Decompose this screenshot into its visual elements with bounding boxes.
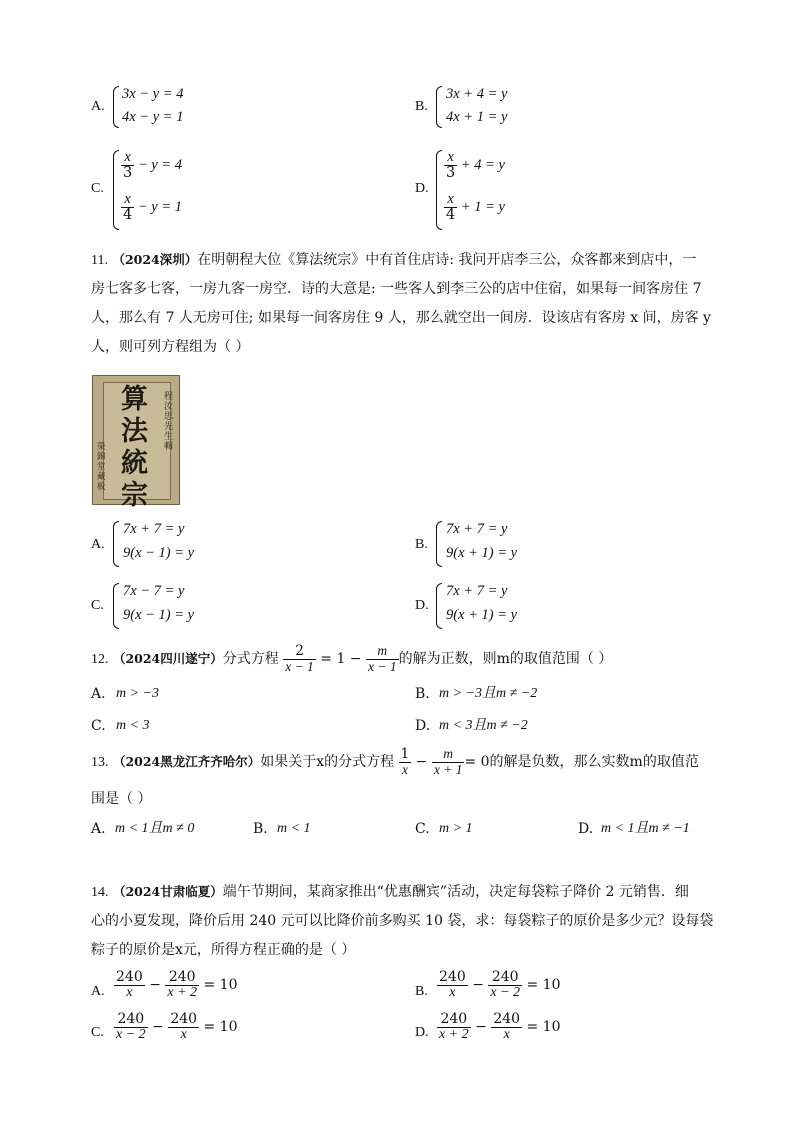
question-stem-line [91,745,699,780]
q13-option-b[interactable]: B. [253,821,268,837]
q13-option-c-text: m > 1 [439,821,473,836]
source-tag: （2024四川遂宁） [112,651,223,666]
stem-text: 的解为正数，则m的取值范围（ ） [398,651,613,667]
option-label: C. [91,181,104,196]
question-stem-line [91,878,689,907]
option-label: B. [415,99,428,114]
equation-line-2: $\frac{x}{4}$ + 1 = y [446,191,505,224]
question-number: 13. [91,755,109,770]
q12-option-d-text: m < 3且m ≠ −2 [439,718,528,733]
question-stem-line: 人，那么有 7 人无房可住; 如果每一间客房住 9 人，那么就空出一间房．设该店有客房 x 间，房客 y [91,310,711,326]
equation-line-1: 3x + 4 = y [446,86,508,102]
equation-line-2: 9(x + 1) = y [446,607,518,623]
fraction: $\frac{240}{x + 2}$ [439,1011,469,1042]
q13-option-c[interactable]: C. [415,821,430,837]
question-stem-line: 人，则可列方程组为（ ） [91,339,250,355]
system-brace [113,583,119,629]
q12-option-d[interactable]: D. [415,718,431,734]
system-brace [113,86,119,128]
equation-line-1: 7x − 7 = y [123,583,185,599]
equation: $\frac{240}{x + 2}$ − $\frac{240}{x}$ = 10 [439,1011,561,1042]
fraction: $\frac{240}{x}$ [116,969,143,1000]
book-title: 算法統宗 [121,384,148,511]
equation-line-2: 9(x − 1) = y [123,545,195,561]
stem-text: 在明朝程大位《算法统宗》中有首住店诗: 我问开店李三公，众客都来到店中，一 [197,252,697,268]
q12-option-c-text: m < 3 [116,718,150,733]
book-publisher: 榮錦堂藏板 [97,442,106,492]
fraction: $\frac{x}{3}$ [123,149,133,182]
book-cover-image [92,375,180,511]
system-brace [436,583,442,629]
q13-option-d[interactable]: D. [578,821,594,837]
fraction: $\frac{m}{x + 1}$ [433,746,463,777]
stem-text: 端午节期间，某商家推出“优惠酬宾”活动，决定每袋粽子降价 2 元销售．细 [222,884,689,900]
fraction: $\frac{2}{x - 1}$ [285,643,314,674]
q13-option-b-text: m < 1 [277,821,311,836]
equation-operator: = 1 − [320,651,362,667]
equation-line-2: 9(x − 1) = y [123,607,195,623]
source-tag: （2024黑龙江齐齐哈尔） [112,754,261,769]
fraction: $\frac{240}{x}$ [493,1011,521,1042]
system-brace [113,521,119,567]
equation-line-1: $\frac{x}{3}$ − y = 4 [123,149,182,182]
system-brace [113,150,119,230]
equation-line-2: 4x − y = 1 [122,109,184,125]
equation-line-2: $\frac{x}{4}$ − y = 1 [123,191,182,224]
equation-line-1: $\frac{x}{3}$ + 4 = y [446,149,505,182]
fraction: $\frac{240}{x}$ [170,1011,198,1042]
system-brace [436,521,442,567]
q12-option-a[interactable]: A. [91,686,106,702]
equation-line-2: 4x + 1 = y [446,109,508,125]
fraction: $\frac{x}{4}$ [123,191,133,224]
equation-line-2: 9(x + 1) = y [446,545,518,561]
source-tag: （2024深圳） [112,252,198,267]
q12-option-b-text: m > −3且m ≠ −2 [439,686,538,701]
option-label: B. [415,984,428,999]
stem-text: = 0的解是负数，那么实数m的取值范 [464,754,699,770]
q13-option-a-text: m < 1且m ≠ 0 [115,821,195,836]
fraction: $\frac{x}{4}$ [446,191,456,224]
q12-option-a-text: m > −3 [116,686,160,701]
question-number: 11. [91,253,108,268]
fraction: $\frac{1}{x}$ [400,746,410,777]
option-label: C. [91,598,104,613]
q12-option-c[interactable]: C. [91,718,106,734]
equation: $\frac{240}{x}$ − $\frac{240}{x + 2}$ = 10 [116,969,238,1000]
equation-operator: − [415,754,428,770]
option-label: C. [91,1025,104,1040]
question-stem-line [91,642,612,677]
fraction: $\frac{m}{x - 1}$ [368,643,397,674]
q13-option-a[interactable]: A. [91,821,106,837]
source-tag: （2024甘肃临夏） [112,884,223,899]
equation: $\frac{240}{x}$ − $\frac{240}{x - 2}$ = 10 [439,969,561,1000]
option-label: D. [415,598,429,613]
equation-line-1: 3x − y = 4 [122,86,184,102]
question-stem-line [91,246,696,275]
option-label: A. [91,99,105,114]
fraction: $\frac{240}{x - 2}$ [116,1011,146,1042]
question-number: 14. [91,885,109,900]
question-stem-line: 房七客多七客，一房九客一房空．诗的大意是: 一些客人到李三公的店中住宿，如果每一间客房住 7 [91,281,702,297]
q13-option-d-text: m < 1且m ≠ −1 [601,821,690,836]
equation: $\frac{240}{x - 2}$ − $\frac{240}{x}$ = 10 [116,1011,238,1042]
fraction: $\frac{240}{x + 2}$ [167,969,198,1000]
equation-line-1: 7x + 7 = y [446,583,508,599]
question-stem-line: 粽子的原价是x元，所得方程正确的是（ ） [91,942,356,958]
question-stem-line: 心的小夏发现，降价后用 240 元可以比降价前多购买 10 袋，求：每袋粽子的原价是多少元？设每袋 [91,913,714,929]
fraction: $\frac{x}{3}$ [446,149,456,182]
option-label: D. [415,1025,429,1040]
option-label: A. [91,984,105,999]
system-brace [436,86,442,128]
q12-option-b[interactable]: B. [415,686,430,702]
equation-line-1: 7x + 7 = y [446,521,508,537]
stem-text: 分式方程 [222,651,279,667]
option-label: D. [415,181,429,196]
system-brace [436,150,442,230]
fraction: $\frac{240}{x}$ [439,969,466,1000]
question-stem-line: 围是（ ） [91,791,152,807]
book-author: 程汝思先生輯 [164,392,174,452]
equation-line-1: 7x + 7 = y [123,521,185,537]
option-label: B. [415,537,428,552]
stem-text: 如果关于x的分式方程 [260,754,395,770]
question-number: 12. [91,652,109,667]
option-label: A. [91,537,105,552]
fraction: $\frac{240}{x - 2}$ [490,969,521,1000]
